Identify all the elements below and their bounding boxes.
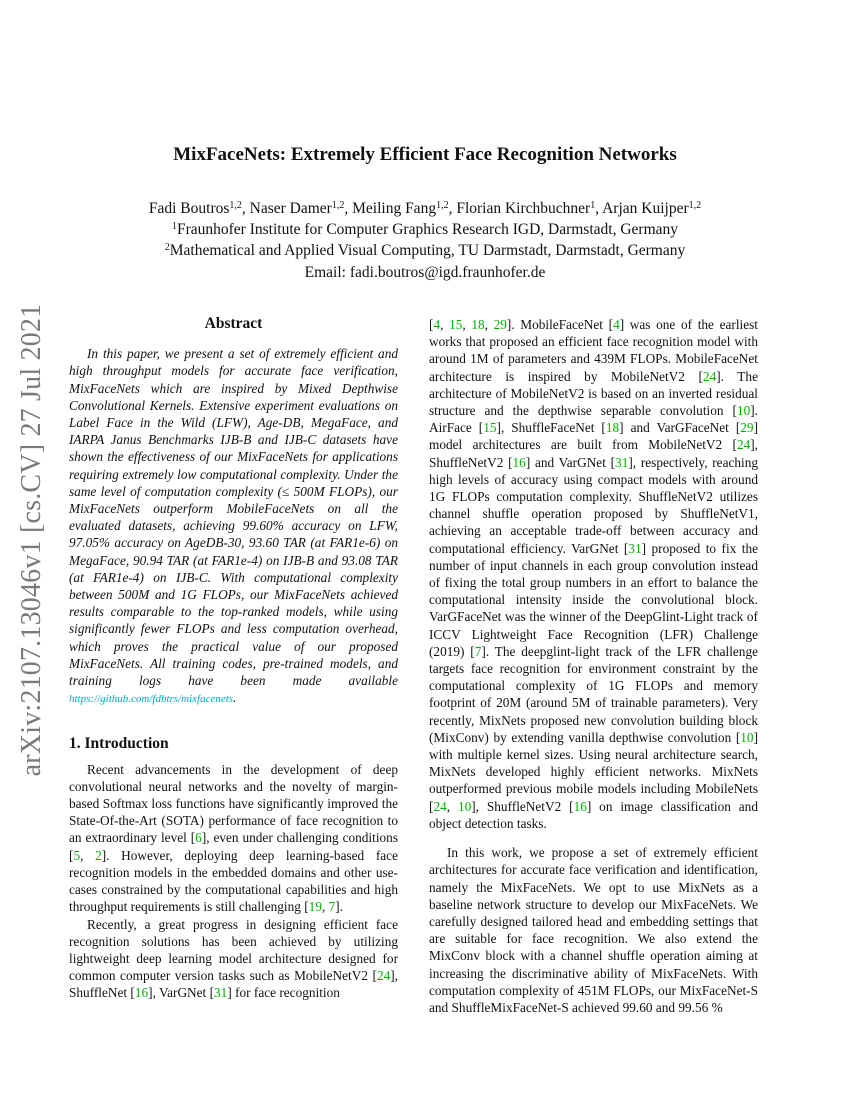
citation-link[interactable]: 31 [628,540,642,556]
author-name: Meiling Fang$^{1,2}$ [352,200,449,217]
citation-link[interactable]: 15 [483,420,497,436]
right-column-body [429,316,758,1016]
author-name: Naser Damer$^{1,2}$ [249,200,345,217]
citation-link[interactable]: 31 [615,454,629,470]
citation-link[interactable]: 4 [613,317,620,332]
citation-link[interactable]: 29 [493,317,507,332]
affiliation-1: $^1$Fraunhofer Institute for Computer Graphics Research IGD, Darmstadt, Germany [171,221,679,239]
section-heading-introduction: 1. Introduction [69,735,169,753]
author-name: Florian Kirchbuchner$^1$ [456,200,596,217]
abstract-text: In this paper, we present a set of extremely efficient and high throughput models for accurate face verification, MixFaceNets which are inspired by Mixed Depthwise Convolutional Kernels. Extensive experiment evaluations on Label Face in the Wild (LFW), Age-DB, MegaFace, and IARPA Janus Benchmarks IJB-B and IJB-C datasets have shown the effectiveness of our MixFaceNets for applications requiring extremely low computational complexity. Under the same level of computation complexity (≤ 500M FLOPs), our MixFaceNets outperform MobileFaceNets on all the evaluated datasets, achieving 99.60% accuracy on LFW, 97.05% accuracy on AgeDB-30, 93.60 TAR (at FAR1e-6) on MegaFace, 90.94 TAR (at FAR1e-4) on IJB-B and 93.08 TAR (at FAR1e-4) on IJB-C. With computational complexity between 500M and 1G FLOPs, our MixFaceNets achieved results comparable to the top-ranked models, while using significantly fewer FLOPs and less computation overhead, which proves the practical value of our proposed MixFaceNets. All training codes, pre-trained models, and training logs have been made available https://github.com/fdbtrs/mixfacenets. [69,346,398,706]
arxiv-stamp [12,300,52,780]
citation-link[interactable]: 5 [73,847,81,863]
abstract-heading: Abstract [204,315,263,332]
citation-link[interactable]: 4 [433,317,441,332]
affiliation-2: $^2$Mathematical and Applied Visual Computing, TU Darmstadt, Darmstadt, Germany [164,242,686,260]
body-paragraph: Recent advancements in the development of deep convolutional neural networks and the novelty of margin-based Softmax loss functions have significantly improved the State-Of-the-Art (SOTA) performance of face recognition to an extraordinary level [6], even under challenging conditions [5, 2]. However, deploying deep learning-based face recognition models in the embedded domains and other use-cases constrained by the computational capabilities and high throughput requirements is still challenging [19, 7]. [69,761,398,915]
author-name: Arjan Kuijper$^{1,2}$ [602,200,702,217]
author-block [0,198,850,283]
citation-link[interactable]: 18 [471,317,485,332]
citation-link[interactable]: 10 [740,729,754,745]
citation-link[interactable]: 19 [308,899,322,915]
citation-link[interactable]: 6 [195,830,202,846]
citation-link[interactable]: 24 [736,437,751,453]
code-link[interactable]: https://github.com/fdbtrs/mixfacenets [69,693,234,706]
arxiv-stamp-text: arXiv:2107.13046v1 [cs.CV] 27 Jul 2021 [16,303,47,777]
introduction-body [69,761,398,1002]
body-paragraph: Recently, a great progress in designing efficient face recognition solutions has been achieved by utilizing lightweight deep learning model architecture designed for common computer version tasks such as MobileNetV2 [24], ShuffleNet [16], VarGNet [31] for face recognition [69,916,398,1001]
citation-link[interactable]: 16 [512,454,526,470]
citation-link[interactable]: 7 [328,899,336,915]
citation-link[interactable]: 16 [134,985,149,1001]
body-paragraph: [4, 15, 18, 29]. MobileFaceNet [4] was one of the earliest works that proposed an efficient face recognition model with around 1M of parameters and 439M FLOPs. MobileFaceNet architecture is inspired by MobileNetV2 [24]. The architecture of MobileNetV2 is based on an inverted residual structure and the depthwise separable convolution [10]. AirFace [15], ShuffleFaceNet [18] and VarGFaceNet [29] model architectures are built from MobileNetV2 [24], ShuffleNetV2 [16] and VarGNet [31], respectively, reaching high levels of accuracy using compact models with around 1G FLOPs computation complexity. ShuffleNetV2 utilizes channel shuffle operation proposed by ShuffleNetV1, achieving an acceptable trade-off between accuracy and computational efficiency. VarGNet [31] proposed to fix the number of input channels in each group convolution instead of fixing the total group numbers in an effort to balance the computational intensity inside the convolutional block. VarGFaceNet was the winner of the DeepGlint-Light track of ICCV Lightweight Face Recognition (LFR) Challenge (2019) [7]. The deepglint-light track of the LFR challenge targets face recognition for environment constraint by the computational complexity of 1G FLOPs and memory footprint of 20M (around 5M of trainable parameters). Very recently, MixNets proposed new convolution building block (MixConv) by extending vanilla depthwise convolution [10] with multiple kernel sizes. Using neural architecture search, MixNets developed highly efficient networks. MixNets outperformed previous mobile models including MobileNets [24, 10], ShuffleNetV2 [16] on image classification and object detection tasks. [429,317,759,831]
author-list: Fadi Boutros$^{1,2}$, Naser Damer$^{1,2}$, Meiling Fang$^{1,2}$, Florian Kirchbuchner$^1$, Arjan Kuijper$^{1,2}$ [148,200,702,217]
citation-link[interactable]: 24 [376,968,391,984]
right-column [429,316,758,1016]
citation-link[interactable]: 31 [214,985,228,1001]
paper-title: MixFaceNets: Extremely Efficient Face Recognition Networks [173,144,677,165]
citation-link[interactable]: 18 [605,420,620,436]
citation-link[interactable]: 15 [449,317,463,332]
body-paragraph: In this work, we propose a set of extremely efficient architectures for accurate face verification and identification, namely the MixFaceNets. We opt to use MixNets as a baseline network structure to develop our MixFaceNets. We carefully designed tailored head and embedding settings that are suitable for face recognition. We also extend the MixConv block with a channel shuffle operation aiming at increasing the discriminative ability of MixFaceNets. With computation complexity of 451M FLOPs, our MixFaceNet-S and ShuffleMixFaceNet-S achieved 99.60 and 99.56 % [429,845,758,1015]
citation-link[interactable]: 7 [474,643,482,659]
citation-link[interactable]: 24 [702,368,717,384]
citation-link[interactable]: 10 [736,403,751,419]
citation-link[interactable]: 16 [573,798,587,814]
citation-link[interactable]: 24 [433,798,447,814]
citation-link[interactable]: 29 [740,420,754,436]
author-name: Fadi Boutros$^{1,2}$ [148,200,242,217]
author-email: Email: fadi.boutros@igd.fraunhofer.de [304,263,546,281]
citation-link[interactable]: 10 [457,798,472,814]
citation-link[interactable]: 2 [95,847,102,863]
left-column [69,315,398,1002]
